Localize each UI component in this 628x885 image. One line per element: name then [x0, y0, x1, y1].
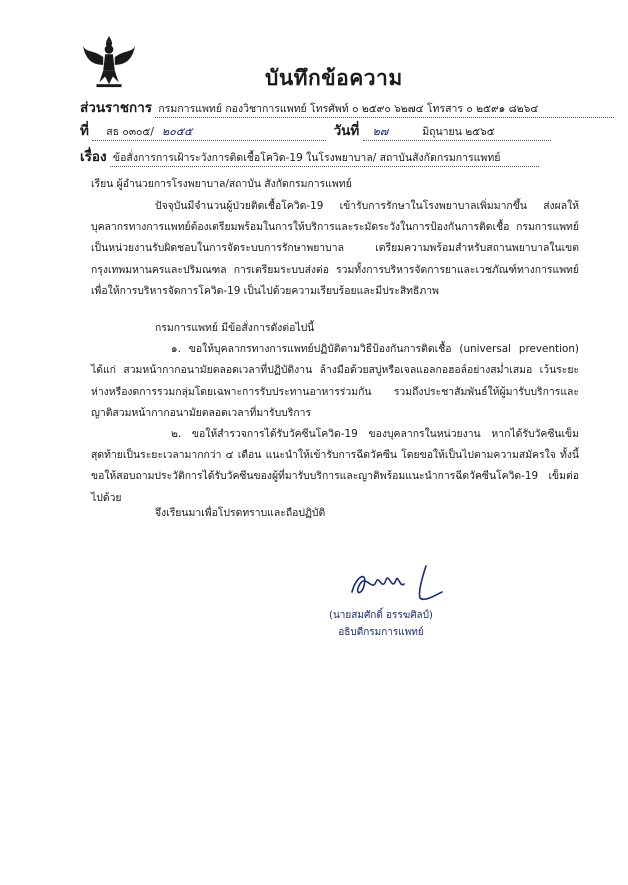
signer-block: [306, 607, 456, 641]
orders-section: [91, 318, 579, 509]
salutation: เรียน ผู้อำนวยการโรงพยาบาล/สถาบัน สังกัดกรมการแพทย์: [91, 178, 352, 190]
date-label: วันที่: [333, 123, 360, 139]
closing-line: [91, 503, 579, 524]
order-item-1: [91, 339, 579, 424]
agency-label: ส่วนราชการ: [80, 100, 153, 116]
garuda-emblem-icon: [80, 32, 138, 90]
subject-row: [80, 145, 539, 167]
ref-value: [92, 122, 326, 141]
date-value: [363, 122, 551, 141]
signer-title: อธิบดีกรมการแพทย์: [338, 627, 424, 638]
subject-label: เรื่อง: [80, 149, 107, 165]
orders-intro-text: กรมการแพทย์ มีข้อสั่งการดังต่อไปนี้: [155, 322, 315, 334]
signature-icon: [346, 562, 446, 606]
agency-value: กรมการแพทย์ กองวิชาการแพทย์ โทรศัพท์ ๐ ๒๕๙๐ ๖๒๗๔ โทรสาร ๐ ๒๕๙๑ ๘๒๖๔: [155, 100, 614, 118]
subject-value: ข้อสั่งการการเฝ้าระวังการติดเชื้อโควิด-19 ในโรงพยาบาล/ สถาบันสังกัดกรมการแพทย์: [110, 149, 539, 167]
closing-text: จึงเรียนมาเพื่อโปรดทราบและถือปฏิบัติ: [155, 507, 326, 519]
order-item-2: [91, 424, 579, 509]
ref-label: ที่: [80, 123, 89, 139]
order-item-1-text: ๑. ขอให้บุคลากรทางการแพทย์ปฏิบัติตามวิธีป้องกันการติดเชื้อ (universal prevention) ได้แก่ สวมหน้ากากอนามัยตลอดเวลาที่ปฏิบัติงาน ล้างมือด้วยสบู่หรือเจลแอลกอฮอล์อย่างสม่ำเสมอ เว้นระยะห่างหรืองดการรวมกลุ่มโดยเฉพาะการรับประทานอาหารร่วมกัน รวมถึงประชาสัมพันธ์ให้ผู้มารับบริการและญาติสวมหน้ากากอนามัยตลอดเวลาที่มารับบริการ: [91, 343, 579, 419]
paragraph-1: [91, 196, 579, 302]
orders-intro: [91, 318, 579, 339]
memo-title: บันทึกข้อความ: [265, 66, 403, 90]
date-month-year: มิถุนายน ๒๕๖๕: [422, 126, 495, 138]
ref-date-row: [80, 119, 551, 141]
ref-number: ๒๐๕๕: [161, 125, 193, 138]
order-item-2-text: ๒. ขอให้สำรวจการได้รับวัคซีนโควิด-19 ของบุคลากรในหน่วยงาน หากได้รับวัคซีนเข็มสุดท้ายเป็นระยะเวลามากกว่า ๔ เดือน แนะนำให้เข้ารับการฉีดวัคซีน โดยขอให้เป็นไปตามความสมัครใจ ทั้งนี้ ขอให้สอบถามประวัติการได้รับวัคซีนของผู้ที่มารับบริการและญาติพร้อมแนะนำการฉีดวัคซีนโควิด-19 เข็มต่อไปด้วย: [91, 428, 579, 504]
agency-row: [80, 96, 614, 118]
ref-prefix: สธ ๐๓๐๕/: [106, 126, 154, 138]
paragraph-1-text: ปัจจุบันมีจำนวนผู้ป่วยติดเชื้อโควิด-19 เข้ารับการรักษาในโรงพยาบาลเพิ่มมากขึ้น ส่งผลให้บุคลากรทางการแพทย์ต้องเตรียมพร้อมในการให้บริการและระมัดระวังในการป้องกันการติดเชื้อ กรมการแพทย์เป็นหน่วยงานรับผิดชอบในการจัดระบบการรักษาพยาบาล เตรียมความพร้อมสำหรับสถานพยาบาลในเขตกรุงเทพมหานครและปริมณฑล การเตรียมระบบส่งต่อ รวมทั้งการบริหารจัดการยาและเวชภัณฑ์ทางการแพทย์เพื่อให้การบริหารจัดการโควิด-19 เป็นไปด้วยความเรียบร้อยและมีประสิทธิภาพ: [91, 200, 579, 297]
date-day: ๒๗: [372, 125, 389, 138]
signer-name: (นายสมศักดิ์ อรรฆศิลป์): [329, 610, 433, 621]
